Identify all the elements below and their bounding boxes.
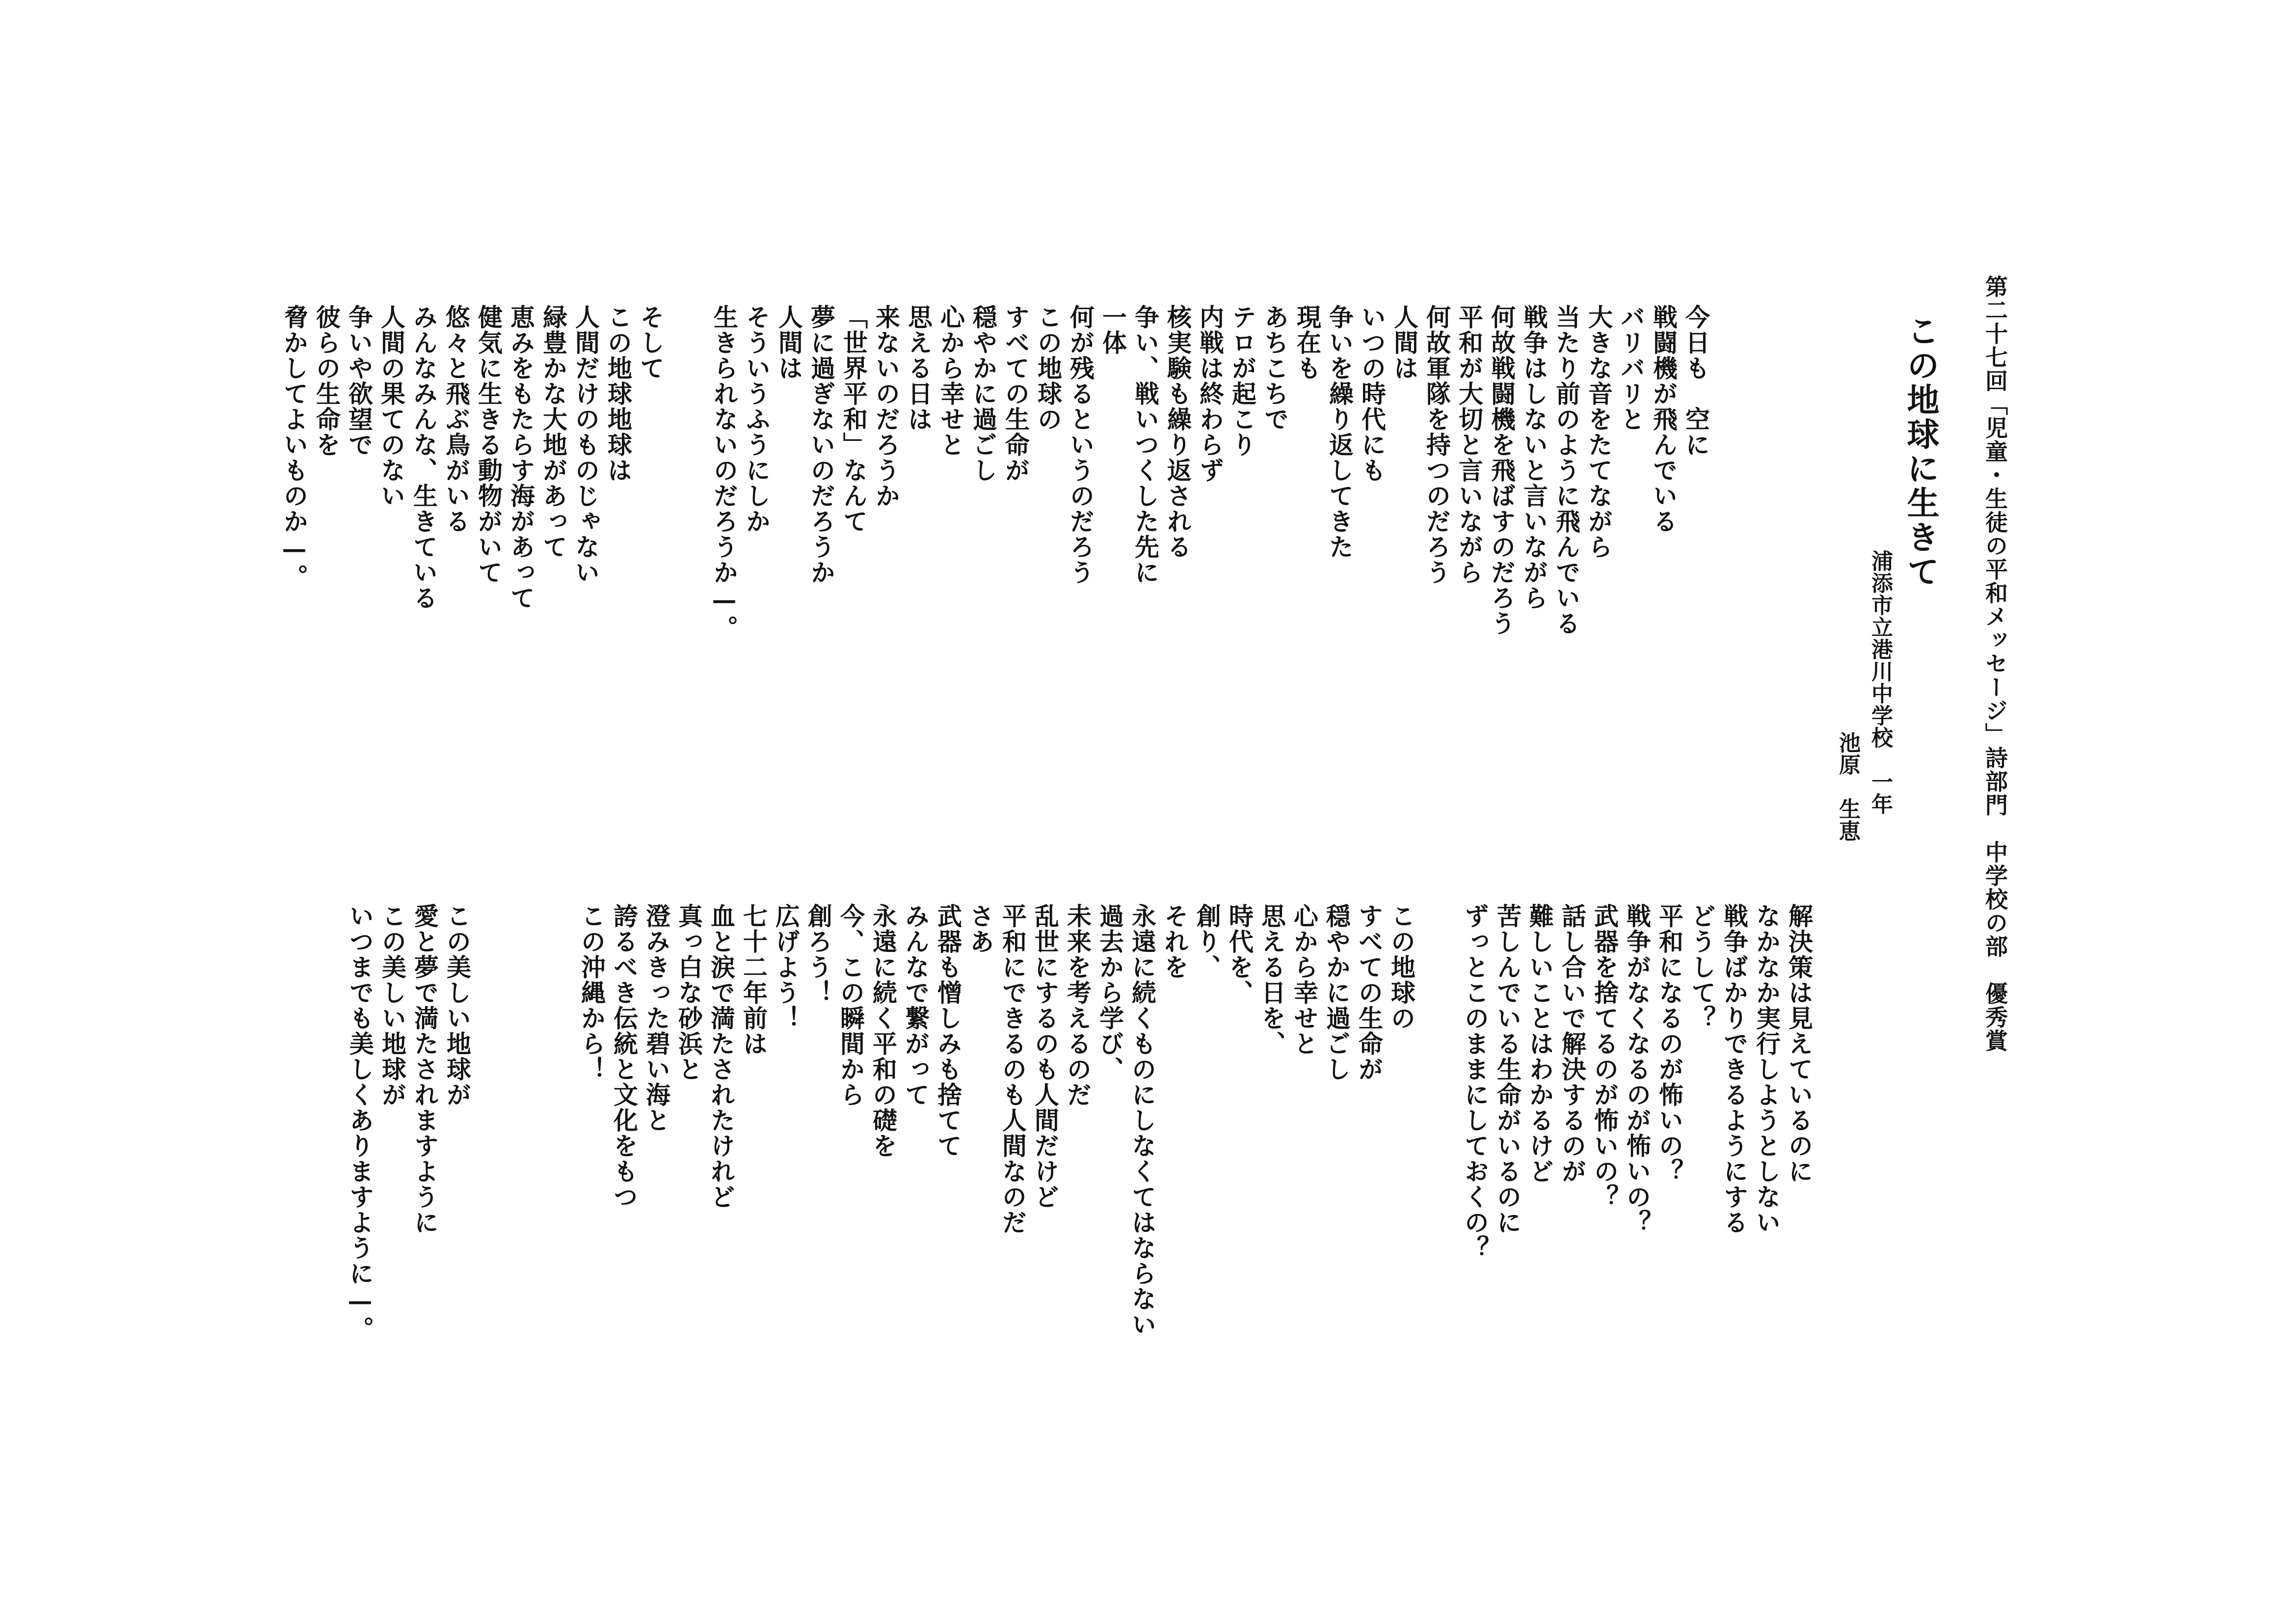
poem-line: 何故軍隊を持つのだろう [1422, 304, 1451, 585]
poem-line: 創ろう！ [804, 903, 833, 1005]
poem-line: あちこちで [1260, 304, 1289, 432]
poem-line: 健気に生きる動物がいて [474, 304, 503, 585]
poem-line: 乱世にするのも人間だけど [1031, 903, 1060, 1210]
poem-line: この地球の [1034, 304, 1063, 432]
poem-line: 血と涙で満たされたけれど [707, 903, 736, 1210]
poem-line: 戦争はしないと言いながら [1520, 304, 1548, 611]
poem-line: この地球地球は [604, 304, 633, 483]
poem-line: いつの時代にも [1358, 304, 1387, 483]
poem-line: 内戦は終わらず [1196, 304, 1225, 483]
poem-line: 当たり前のように飛んでいる [1552, 304, 1581, 636]
poem-line: 「世界平和」なんて [839, 304, 868, 534]
poem-line: 過去から学び、 [1095, 903, 1124, 1082]
poem-line: 人間の果てのない [377, 304, 406, 509]
poem-line: 澄みきった碧い海と [642, 903, 671, 1133]
poem-line: 今、この瞬間から [836, 903, 865, 1108]
poem-line: 思える日を、 [1257, 903, 1286, 1056]
poem-line: この沖縄から！ [577, 903, 606, 1082]
poem-line: なかなか実行しようとしない [1752, 903, 1781, 1235]
poem-line: 争いや欲望で [345, 304, 374, 458]
school-name: 浦添市立港川中学校 一年 [1868, 550, 1893, 815]
poem-line: テロが起こり [1228, 304, 1257, 458]
poem-line: 解決策は見えているのに [1785, 903, 1814, 1184]
poem-line: 永遠に続く平和の礎を [869, 903, 898, 1159]
poem-line: 永遠に続くものにしなくてはならない [1128, 903, 1157, 1337]
poem-line: 難しいことはわかるけど [1525, 903, 1554, 1184]
poem-line: 武器も憎しみも捨てて [934, 903, 962, 1159]
poem-line: 心から幸せと [936, 304, 965, 458]
poem-line: 争い、戦いつくした先に [1131, 304, 1160, 585]
poem-line: 穏やかに過ごし [969, 304, 998, 483]
poem-line: 苦しんでいる生命がいるのに [1493, 903, 1522, 1235]
poem-line: 愛と夢で満たされますように [410, 903, 439, 1235]
poem-line: 生きられないのだろうか—。 [710, 304, 739, 641]
poem-line: 人間は [1390, 304, 1419, 381]
poem-line: すべての生命が [1355, 903, 1384, 1082]
poem-line: 話し合いで解決するのが [1558, 903, 1587, 1184]
poem-line: 武器を捨てるのが怖いの？ [1590, 903, 1619, 1210]
poem-line: 彼らの生命を [312, 304, 341, 458]
poem-line: 脅かしてよいものか—。 [280, 304, 309, 590]
poem-line: 誇るべき伝統と文化をもつ [610, 903, 639, 1210]
poem-line: 平和になるのが怖いの？ [1655, 903, 1684, 1184]
poem-line: そういうふうにしか [742, 304, 771, 534]
poem-line: みんなで繋がって [901, 903, 930, 1108]
poem-line: 悠々と飛ぶ鳥がいる [442, 304, 471, 534]
poem-line: 一体 [1098, 304, 1127, 355]
poem-line: 人間だけのものじゃない [571, 304, 600, 585]
poem-line: 真っ白な砂浜と [674, 903, 703, 1082]
poem-line: ずっとこのままにしておくの？ [1461, 903, 1490, 1261]
poem-line: 心から幸せと [1290, 903, 1319, 1056]
poem-line: 来ないのだろうか [872, 304, 901, 509]
poem-line: 七十二年前は [739, 903, 768, 1056]
poem-line: 緑豊かな大地があって [539, 304, 568, 560]
poem-line: 現在も [1293, 304, 1322, 381]
poem-line: バリバリと [1617, 304, 1646, 432]
poem-line: それを [1160, 903, 1189, 980]
poem-line: いつまでも美しくありますように—。 [346, 903, 374, 1342]
poem-line: どうして？ [1687, 903, 1716, 1031]
author-name: 池原 生恵 [1835, 731, 1860, 842]
award-header: 第二十七回「児童・生徒の平和メッセージ」詩部門 中学校の部 優秀賞 [1982, 275, 2008, 1053]
poem-line: 戦闘機が飛んでいる [1649, 304, 1678, 534]
poem-line: すべての生命が [1001, 304, 1030, 483]
poem-line: 思える日は [904, 304, 933, 432]
poem-line: 夢に過ぎないのだろうか [807, 304, 836, 585]
poem-line: 何が残るというのだろう [1066, 304, 1095, 585]
poem-title: この地球に生きて [1901, 314, 1940, 589]
poem-line: そして [636, 304, 665, 381]
poem-line: 人間は [774, 304, 803, 381]
poem-line: 創り、 [1193, 903, 1222, 980]
poem-line: 何故戦闘機を飛ばすのだろう [1487, 304, 1516, 636]
poem-line: 穏やかに過ごし [1322, 903, 1351, 1082]
poem-line: さあ [966, 903, 995, 954]
poem-line: 平和が大切と言いながら [1455, 304, 1484, 585]
poem-line: 戦争がなくなるのが怖いの？ [1623, 903, 1652, 1235]
poem-line: 核実験も繰り返される [1163, 304, 1192, 560]
poem-line: 恵みをもたらす海があって [507, 304, 535, 611]
poem-line: 戦争ばかりできるようにする [1720, 903, 1749, 1235]
poem-line: この美しい地球が [378, 903, 407, 1108]
poem-line: 今日も 空に [1682, 304, 1710, 458]
poem-line: 争いを繰り返してきた [1325, 304, 1354, 560]
poem-line: 広げよう！ [772, 903, 801, 1031]
poem-line: 平和にできるのも人間なのだ [998, 903, 1027, 1235]
poem-line: みんなみんな、生きている [409, 304, 438, 611]
poem-line: 大きな音をたてながら [1584, 304, 1613, 560]
poem-line: この地球の [1387, 903, 1416, 1031]
poem-line: この美しい地球が [443, 903, 472, 1108]
poem-line: 未来を考えるのだ [1063, 903, 1092, 1108]
poem-line: 時代を、 [1225, 903, 1254, 1005]
